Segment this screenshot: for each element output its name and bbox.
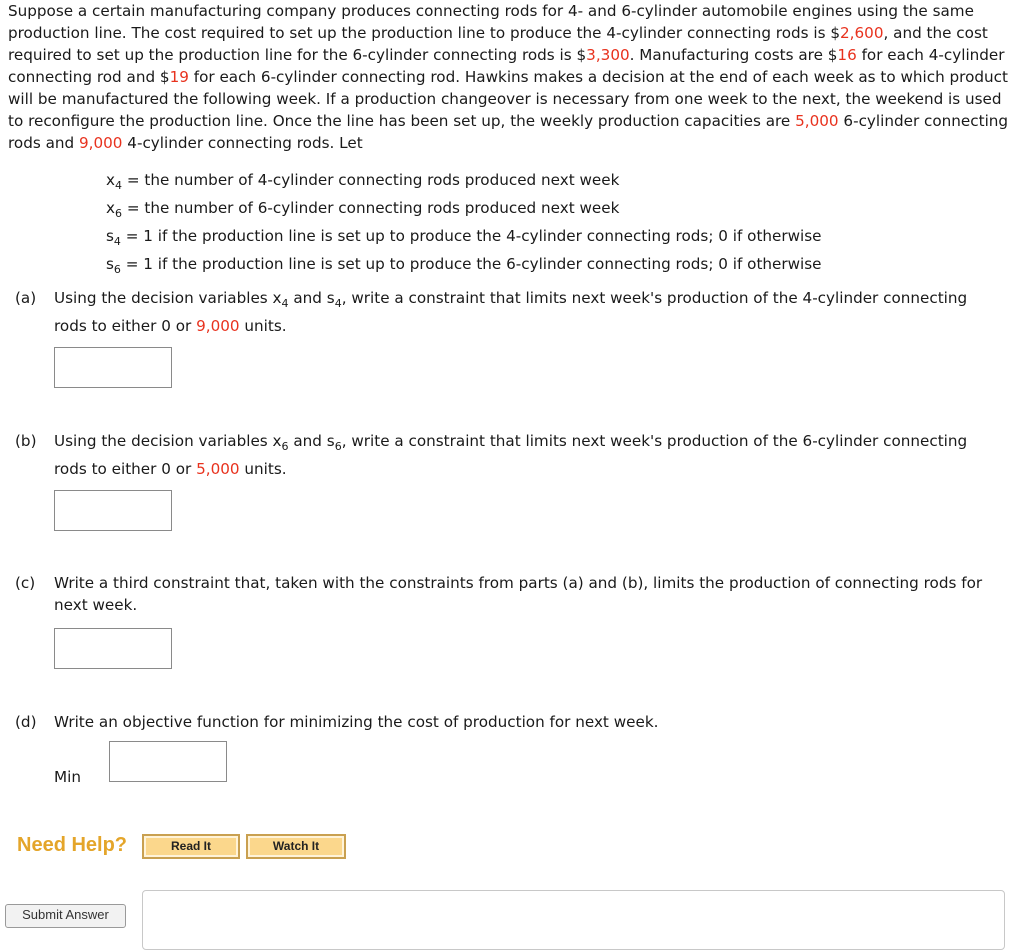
- definition-s6: $s_6 = 1$ if the production line is set up to produce the 6-cylinder connecting rods; 0 if otherwise: [106, 255, 822, 276]
- part-c-text: Write a third constraint that, taken with the constraints from parts (a) and (b), limits the production of connecting rods for next week.: [54, 574, 983, 614]
- part-a: [15, 285, 995, 339]
- setup-cost-6: 3,300: [586, 46, 630, 64]
- min-label: Min: [54, 768, 81, 786]
- part-d: [15, 709, 995, 735]
- capacity-4: 9,000: [78, 134, 123, 152]
- part-d-text: Write an objective function for minimizing the cost of production for next week.: [54, 713, 659, 731]
- answer-input-a[interactable]: [54, 347, 172, 388]
- part-a-text: Using the decision variables $x_4$ and $s_4$, write a constraint that limits next week's production of the 4-cylinder connecting rods to either 0 or 9,000 units.: [54, 289, 968, 335]
- part-a-label: (a): [15, 289, 37, 307]
- definition-x6: $x_6$ = the number of 6-cylinder connecting rods produced next week: [106, 199, 620, 220]
- part-c-label: (c): [15, 574, 36, 592]
- need-help-label: Need Help?: [17, 834, 128, 856]
- part-b-label: (b): [15, 432, 37, 450]
- part-b: [15, 428, 995, 482]
- read-it-button[interactable]: Read It: [142, 834, 240, 859]
- unit-cost-6: 19: [169, 68, 189, 86]
- setup-cost-4: 2,600: [840, 24, 884, 42]
- part-c: [15, 572, 995, 616]
- watch-it-button[interactable]: Watch It: [246, 834, 346, 859]
- answer-input-c[interactable]: [54, 628, 172, 669]
- answer-notes-box[interactable]: [142, 890, 1005, 950]
- definition-x4: $x_4$ = the number of 4-cylinder connecting rods produced next week: [106, 171, 620, 192]
- submit-answer-button[interactable]: Submit Answer: [5, 904, 126, 928]
- definition-s4: $s_4 = 1$ if the production line is set up to produce the 4-cylinder connecting rods; 0 if otherwise: [106, 227, 822, 248]
- capacity-6: 5,000: [795, 112, 839, 130]
- answer-input-d[interactable]: [109, 741, 227, 782]
- part-d-label: (d): [15, 713, 37, 731]
- problem-statement: Suppose a certain manufacturing company produces connecting rods for 4- and 6-cylinder automobile engines using the same production line. The cost required to set up the production line to produce the 4-cylinder connecting rods is $2,600, and the cost required to set up the production line for the 6-cylinder connecting rods is $3,300. Manufacturing costs are $16 for each 4-cylinder connecting rod and $19 for each 6-cylinder connecting rod. Hawkins makes a decision at the end of each week as to which product will be manufactured the following week. If a production changeover is necessary from one week to the next, the weekend is used to reconfigure the production line. Once the line has been set up, the weekly production capacities are 5,000 6-cylinder connecting rods and 9,000 4-cylinder connecting rods. Let: [8, 2, 1009, 152]
- answer-input-b[interactable]: [54, 490, 172, 531]
- part-b-text: Using the decision variables $x_6$ and $s_6$, write a constraint that limits next week's production of the 6-cylinder connecting rods to either 0 or 5,000 units.: [54, 432, 968, 478]
- unit-cost-4: 16: [837, 46, 857, 64]
- variable-definitions: [106, 167, 822, 279]
